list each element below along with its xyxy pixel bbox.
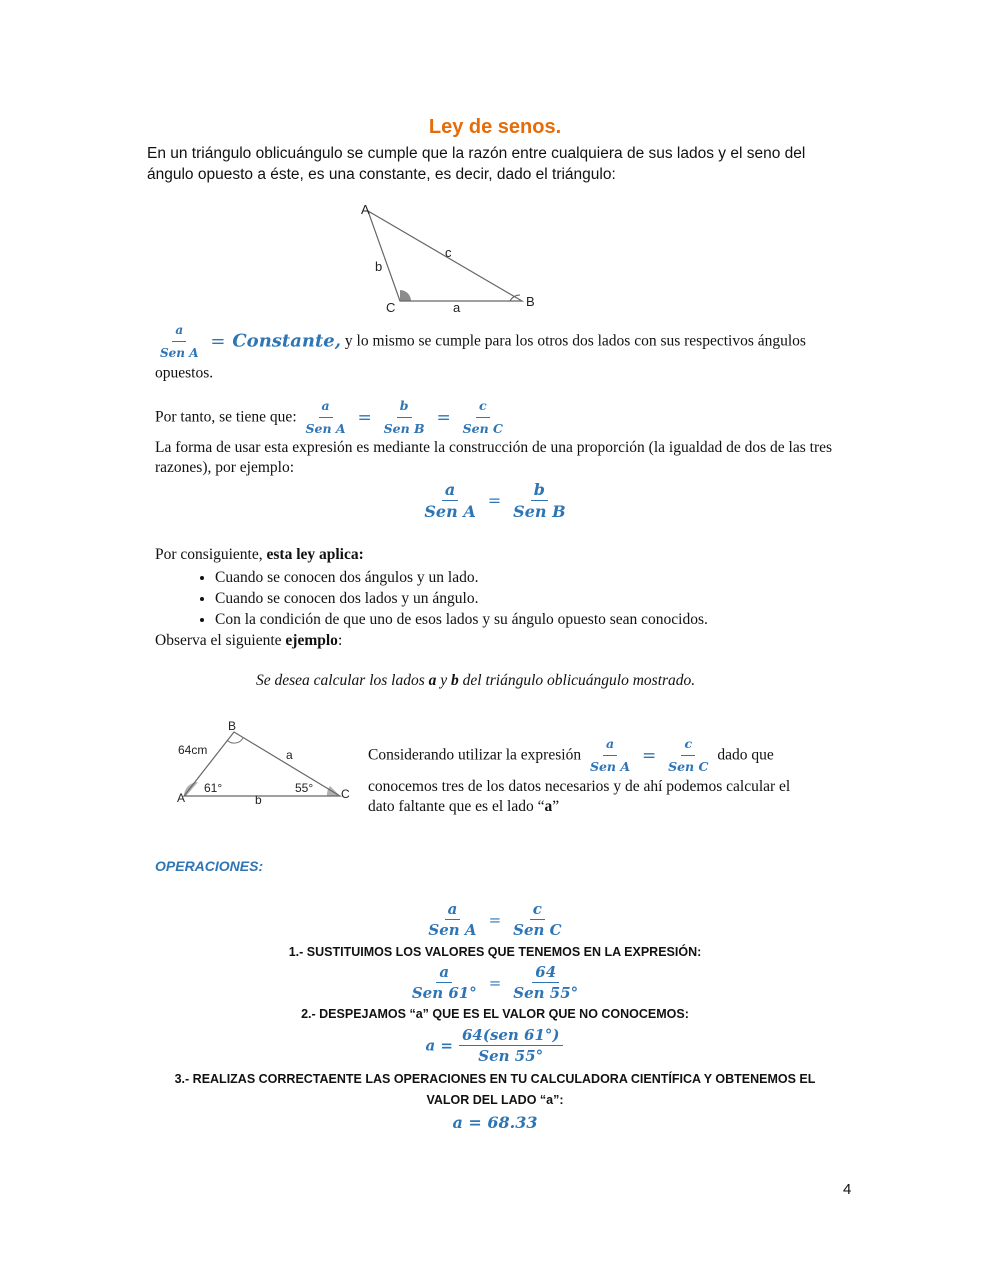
- observa-text: Observa el siguiente: [155, 632, 286, 649]
- forma-paragraph: La forma de usar esta expresión es mediante la construcción de una proporción (la igualdad de dos de las tres razones), por ejemplo:: [155, 439, 833, 476]
- observa-line: [155, 631, 342, 651]
- fraction-denominator: Sen A: [428, 921, 477, 939]
- fraction-c-senc: [460, 396, 506, 439]
- ops-equation-3: [0, 1026, 990, 1065]
- equals-sign: =: [210, 330, 226, 352]
- fraction-a-sena: [157, 320, 202, 363]
- fraction-denominator: Sen C: [462, 421, 503, 436]
- vertex-c-label: C: [341, 787, 350, 801]
- consiguiente-line: [155, 545, 364, 565]
- page-title: Ley de senos.: [428, 116, 562, 138]
- angle-c-label: 55°: [295, 781, 314, 795]
- fraction-numerator: a: [445, 900, 461, 920]
- vertex-c-label: C: [386, 300, 396, 315]
- fraction-denominator: Sen A: [305, 421, 346, 436]
- vertex-b-label: B: [228, 719, 237, 733]
- operaciones-heading: OPERACIONES:: [155, 858, 264, 874]
- fraction-numerator: c: [530, 900, 545, 920]
- equals-sign: =: [487, 491, 502, 510]
- considerando-line-3: [368, 797, 843, 817]
- fraction-numerator: 64: [532, 963, 559, 983]
- fraction-denominator: Sen C: [668, 759, 709, 774]
- step-3-line-1: 3.- REALIZAS CORRECTAENTE LAS OPERACIONES EN TU CALCULADORA CIENTÍFICA Y OBTENEMOS EL: [174, 1072, 816, 1086]
- vertex-b-label: B: [526, 294, 535, 309]
- considerando-line-1: [368, 734, 843, 777]
- fraction-denominator: Sen B: [513, 502, 566, 521]
- considerando-suffix: dado que: [717, 746, 774, 764]
- triangle-diagram-1: [350, 198, 550, 316]
- fraction-b-senb: [510, 480, 568, 521]
- ops-equation-1: [0, 900, 990, 939]
- fraction-a-sen61: [409, 963, 480, 1002]
- fraction-a-sena: [421, 480, 478, 521]
- prompt-text: del triángulo oblicuángulo mostrado.: [458, 672, 696, 689]
- fraction-denominator: Sen 55°: [478, 1047, 544, 1065]
- prompt-side-a: a: [428, 672, 437, 689]
- list-item: • Con la condición de que uno de esos lados y su ángulo opuesto sean conocidos.: [215, 609, 855, 630]
- fraction-denominator: Sen 61°: [411, 984, 477, 1002]
- por-tanto-line: [155, 396, 855, 439]
- constant-statement: [155, 320, 855, 383]
- fraction-numerator: c: [681, 734, 695, 756]
- considerando-text: ”: [552, 798, 560, 815]
- fraction-numerator: a: [319, 396, 333, 418]
- fraction-denominator: Sen A: [589, 759, 631, 774]
- observa-suffix: :: [337, 632, 343, 649]
- considerando-paragraph: [368, 734, 843, 817]
- equals-sign: =: [436, 407, 451, 428]
- fraction-64-sen55: [510, 963, 581, 1002]
- page-number: 4: [843, 1181, 852, 1198]
- step-2: 2.- DESPEJAMOS “a” QUE ES EL VALOR QUE NO CONOCEMOS:: [301, 1007, 689, 1021]
- conditions-list: [155, 567, 855, 630]
- observa-bold: ejemplo: [285, 632, 338, 649]
- angle-c-marker: [400, 290, 411, 301]
- constant-label: Constante,: [232, 330, 342, 352]
- ops-equation-2: [0, 963, 990, 1002]
- por-tanto-text: Por tanto, se tiene que:: [155, 408, 297, 426]
- equals-sign: =: [488, 910, 502, 929]
- fraction-denominator: Sen A: [160, 346, 199, 360]
- side-a-label: a: [286, 748, 293, 762]
- step-1: 1.- SUSTITUIMOS LOS VALORES QUE TENEMOS EN LA EXPRESIÓN:: [288, 945, 702, 959]
- fraction-denominator: Sen C: [513, 921, 562, 939]
- prompt-text: Se desea calcular los lados: [256, 672, 429, 689]
- side-c-label: c: [445, 245, 452, 260]
- equals-sign: =: [488, 973, 502, 992]
- equation-lhs: a =: [425, 1036, 453, 1055]
- example-prompt: [256, 671, 695, 691]
- side-a-label: a: [453, 300, 461, 315]
- proportion-equation: [0, 480, 990, 521]
- vertex-a-label: A: [177, 791, 186, 805]
- fraction-denominator: Sen 55°: [513, 984, 579, 1002]
- fraction-c-senc: [665, 734, 711, 777]
- equals-sign: =: [357, 407, 372, 428]
- fraction-numerator: b: [531, 480, 548, 501]
- considerando-text: dato faltante que es el lado “: [368, 798, 545, 815]
- consiguiente-bold: esta ley aplica:: [266, 546, 364, 563]
- vertex-a-label: A: [361, 202, 370, 217]
- fraction-denominator: Sen A: [424, 502, 476, 521]
- fraction-a-sena: [303, 396, 349, 439]
- list-item: • Cuando se conocen dos lados y un ángulo.: [215, 588, 855, 609]
- fraction-c-senc: [510, 900, 564, 939]
- fraction-numerator: c: [476, 396, 490, 418]
- fraction-a-sena: [587, 734, 633, 777]
- fraction-a-sena: [425, 900, 479, 939]
- fraction-numerator: a: [442, 480, 458, 501]
- prompt-side-b: b: [451, 672, 459, 689]
- equals-sign: =: [641, 745, 657, 766]
- considerando-bold: a: [544, 798, 553, 815]
- fraction-numerator: b: [397, 396, 412, 418]
- fraction-solution: [459, 1026, 563, 1065]
- list-item: • Cuando se conocen dos ángulos y un lado.: [215, 567, 855, 588]
- prompt-text: y: [436, 672, 452, 689]
- considerando-line-2: conocemos tres de los datos necesarios y de ahí podemos calcular el: [368, 778, 791, 795]
- side-b-label: b: [375, 259, 383, 274]
- angle-b-marker: [510, 295, 520, 301]
- triangle-diagram-2: [172, 716, 362, 808]
- fraction-numerator: a: [436, 963, 452, 983]
- step-3-line-2: VALOR DEL LADO “a”:: [426, 1093, 564, 1107]
- fraction-denominator: Sen B: [383, 421, 425, 436]
- side-b-label: b: [255, 793, 262, 807]
- intro-paragraph: En un triángulo oblicuángulo se cumple que la razón entre cualquiera de sus lados y el seno del ángulo opuesto a éste, es una constante, es decir, dado el triángulo:: [147, 145, 806, 183]
- consiguiente-text: Por consiguiente,: [155, 546, 267, 563]
- angle-a-label: 61°: [204, 781, 223, 795]
- result-value: a = 68.33: [452, 1113, 538, 1132]
- fraction-b-senb: [381, 396, 428, 439]
- fraction-numerator: 64(sen 61°): [459, 1026, 563, 1046]
- side-c-label: 64cm: [178, 743, 208, 757]
- constant-explanation: y lo mismo se cumple para los otros dos lados con sus respectivos ángulos opuestos.: [155, 332, 806, 382]
- fraction-numerator: a: [172, 320, 186, 342]
- considerando-text: Considerando utilizar la expresión: [368, 746, 582, 764]
- fraction-numerator: a: [603, 734, 617, 756]
